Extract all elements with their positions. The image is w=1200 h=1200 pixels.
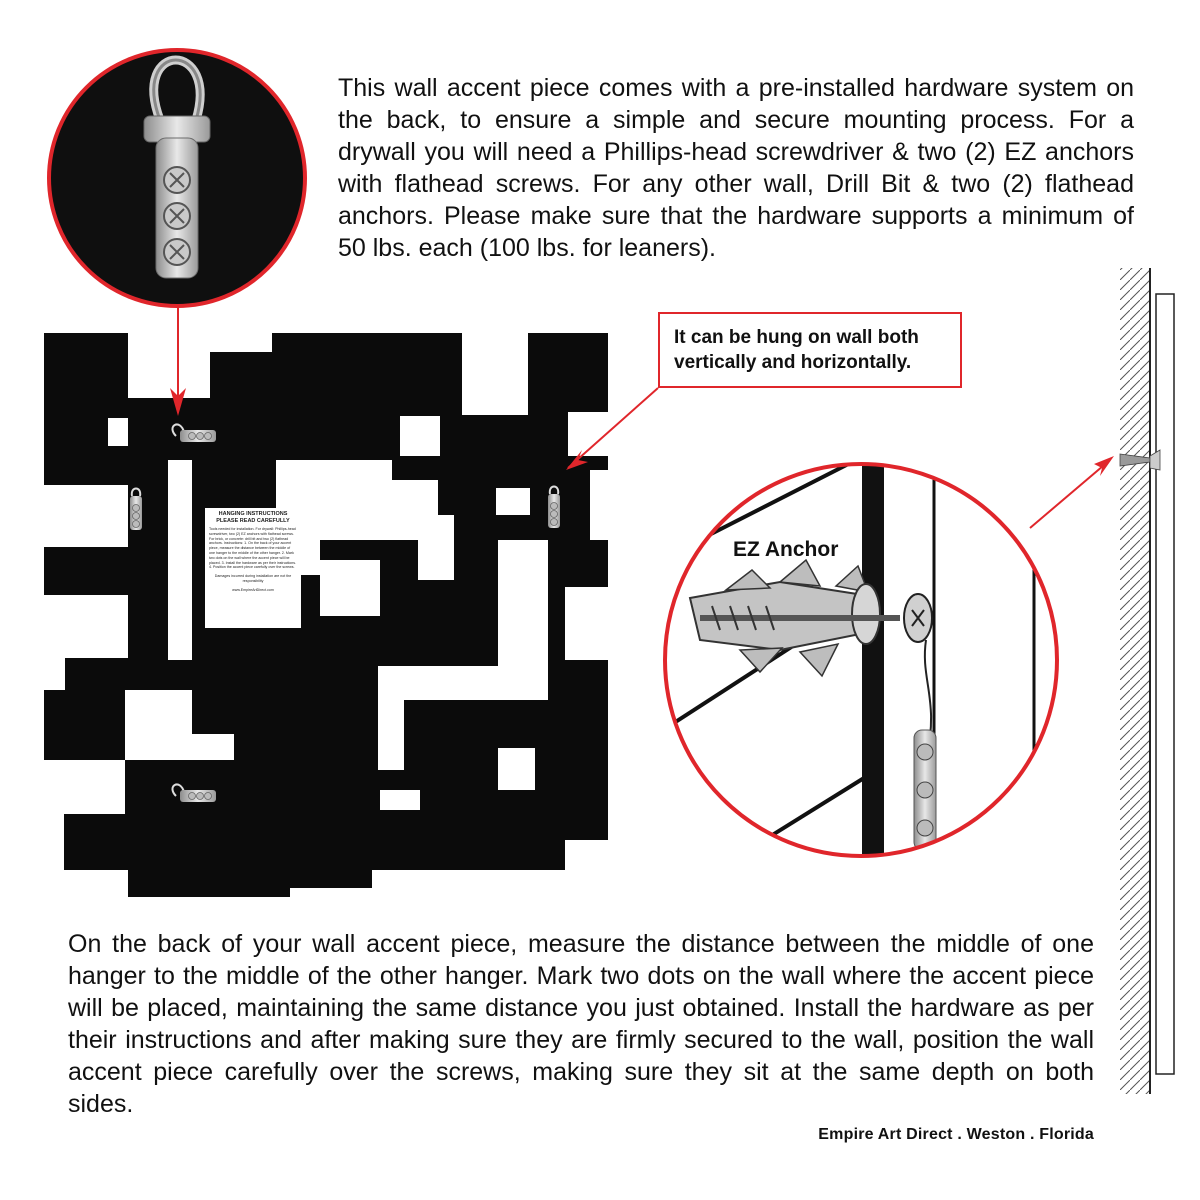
ez-anchor-label: EZ Anchor (733, 538, 839, 561)
card-footer-line1: Damages incurred during installation are not the responsibility (214, 574, 292, 583)
company-footer: Empire Art Direct . Weston . Florida (818, 1126, 1094, 1143)
hanging-instructions-card (205, 508, 301, 628)
orientation-callout: It can be hung on wall both vertically and horizontally. (658, 312, 962, 388)
hanger-closeup-circle (49, 50, 305, 306)
card-footer-line2: www.EmpireArtDirect.com (232, 587, 274, 592)
installation-steps-text: On the back of your wall accent piece, measure the distance between the middle of one hanger to the middle of the other hanger. Mark two dots on the wall where the accent piece will be placed, maintaining the same distance you just obtained. Install the hardware as per their instructions and after making sure they are firmly secured to the wall, position the wall accent piece carefully over the screws, making sure they sit at the same depth on both sides. (68, 930, 1094, 1118)
card-title-line2: PLEASE READ CAREFULLY (216, 517, 290, 524)
card-body-text: Tools needed for installation. For drywall: Phillips-head screwdriver, two (2) EZ anchors with flathead screws. For brick, or concrete: drill bit and two (2) flathead anchors. Instructions: 1. On the back of your accent piece, measure the distance between the middle of one hanger to the middle of the other hanger. 2. Mark two dots on the wall where the accent piece will be placed. 3. Install the hardware as per their instructions. 4. Position the accent piece carefully over the screws. (209, 527, 297, 570)
arrow-zoom-to-wall (1030, 456, 1114, 528)
wall-side-view (1120, 268, 1174, 1094)
mounting-intro-text: This wall accent piece comes with a pre-installed hardware system on the back, to ensure a simple and secure mounting process. For a drywall you will need a Phillips-head screwdriver & two (2) EZ anchors with flathead screws. For any other wall, Drill Bit & two (2) flathead anchors. Please make sure that the hardware supports a minimum of 50 lbs. each (100 lbs. for leaners). (338, 74, 1134, 262)
accent-panel-back (44, 333, 608, 897)
anchor-zoom-circle (660, 440, 1057, 880)
card-title-line1: HANGING INSTRUCTIONS (218, 511, 288, 517)
